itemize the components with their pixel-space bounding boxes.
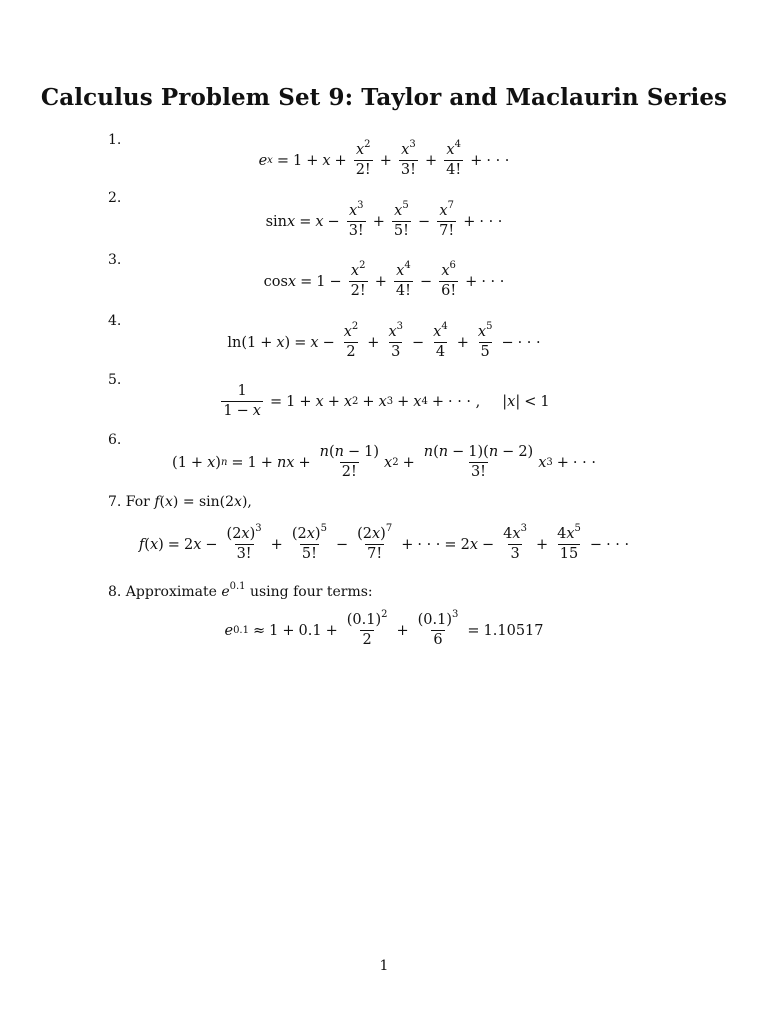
page-title: Calculus Problem Set 9: Taylor and Maclaurin Series [40,84,728,111]
item-number-7: 7. For f(x) = sin(2x), [108,494,252,510]
equation-sine-series: sin x = x − $\frac{x^3}{3!}$ + $\frac{x^5}{5!}$ − $\frac{x^7}{7!}$ + · · · [265,200,503,239]
item-number: 1. [108,132,122,148]
item-number: 4. [108,313,122,329]
page-number: 1 [379,958,389,974]
item-number-8: 8. Approximate $e^{0.1}$ using four terms: [108,581,373,600]
item-number: 3. [108,252,122,268]
equation-geometric-series: $\frac{1}{1 - x}$ = 1 + x + x 2 + x 3 + x 4 + · · · , | x | < 1 [223,383,550,419]
equation-binomial-series: (1 + x ) n = 1 + nx + $\frac{n(n - 1)}{2!}$ x 2 + $\frac{n(n - 1)(n - 2)}{3!}$ x 3 + · · · [172,444,596,480]
approximation-result: 1.10517 [483,622,544,639]
equation-cosine-series: cos x = 1 − $\frac{x^2}{2!}$ + $\frac{x^4}{4!}$ − $\frac{x^6}{6!}$ + · · · [263,260,505,299]
equation-exp-series: e x = 1 + x + $\frac{x^2}{2!}$ + $\frac{x^3}{3!}$ + $\frac{x^4}{4!}$ + · · · [258,139,510,178]
item-number: 6. [108,432,122,448]
equation-log-series: ln(1 + x ) = x − $\frac{x^2}{2}$ + $\frac{x^3}{3}$ − $\frac{x^4}{4}$ + $\frac{x^5}{5}$ − · · · [227,321,541,360]
equation-e-approximation: e 0.1 ≈ 1 + 0.1 + $\frac{(0.1)^2}{2}$ + $\frac{(0.1)^3}{6}$ = 1.10517 [224,609,544,648]
item-number: 2. [108,190,122,206]
item-number: 5. [108,372,122,388]
equation-sin2x-series: f ( x ) = 2 x − $\frac{(2x)^3}{3!}$ + $\frac{(2x)^5}{5!}$ − $\frac{(2x)^7}{7!}$ + · · · = 2 x − $\frac{4x^3}{3}$ + $\frac{4x^5}{15}$ − · · · [138,523,630,562]
